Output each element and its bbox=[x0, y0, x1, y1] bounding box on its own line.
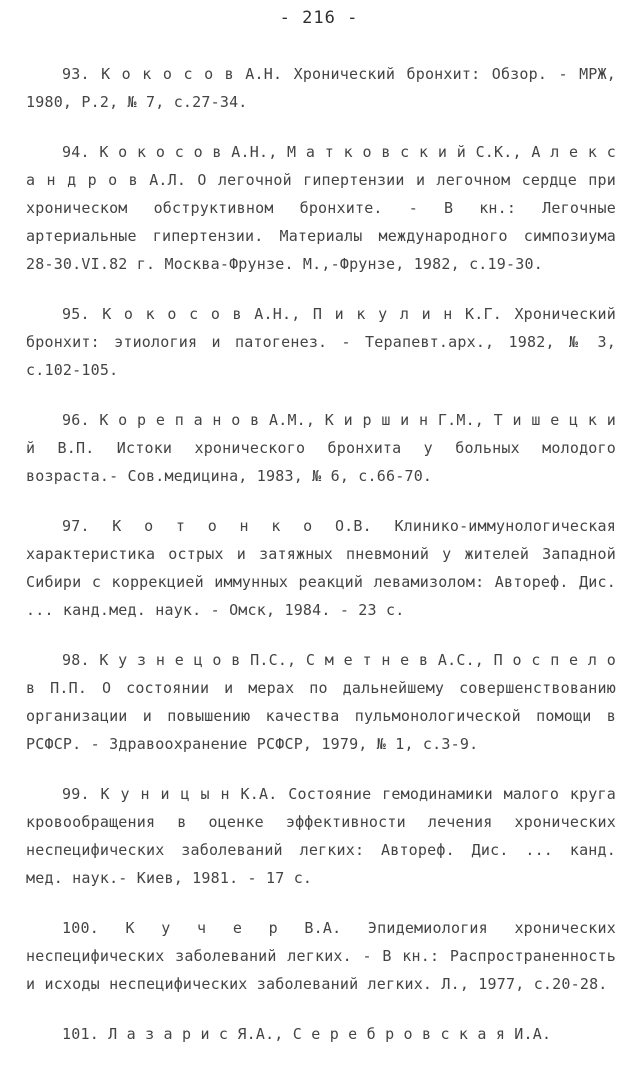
bibliography-entry: 96. К о р е п а н о в А.М., К и р ш и н Г.М., Т и ш е ц к и й В.П. Истоки хронического бронхита у больных молодого возраста.- Сов.медицина, 1983, № 6, с.66-70. bbox=[26, 411, 616, 485]
bibliography-entry: 97. К о т о н к о О.В. Клинико-иммунологическая характеристика острых и затяжных пневмоний у жителей Западной Сибири с коррекцией иммунных реакций левамизолом: Автореф. Дис. ... канд.мед. наук. - Омск, 1984. - 23 с. bbox=[26, 517, 616, 619]
bibliography-entry: 100. К у ч е р В.А. Эпидемиология хронических неспецифических заболеваний легких. - В кн.: Распространенность и исходы неспецифических заболеваний легких. Л., 1977, с.20-28. bbox=[26, 919, 616, 993]
bibliography-list bbox=[26, 60, 616, 1070]
bibliography-entry: 101. Л а з а р и с Я.А., С е р е б р о в с к а я И.А. bbox=[62, 1025, 552, 1043]
bibliography-entry: 94. К о к о с о в А.Н., М а т к о в с к и й С.К., А л е к с а н д р о в А.Л. О легочной гипертензии и легочном сердце при хроническом обструктивном бронхите. - В кн.: Легочные артериальные гипертензии. Материалы международного симпозиума 28-30.VI.82 г. Москва-Фрунзе. М.,-Фрунзе, 1982, с.19-30. bbox=[26, 143, 616, 273]
bibliography-entry: 93. К о к о с о в А.Н. Хронический бронхит: Обзор. - МРЖ, 1980, Р.2, № 7, с.27-34. bbox=[26, 65, 616, 111]
bibliography-entry: 95. К о к о с о в А.Н., П и к у л и н К.Г. Хронический бронхит: этиология и патогенез. - Терапевт.арх., 1982, № 3, с.102-105. bbox=[26, 305, 616, 379]
bibliography-entry: 98. К у з н е ц о в П.С., С м е т н е в А.С., П о с п е л о в П.П. О состоянии и мерах по дальнейшему совершенствованию организации и повышению качества пульмонологической помощи в РСФСР. - Здравоохранение РСФСР, 1979, № 1, с.3-9. bbox=[26, 651, 616, 753]
bibliography-entry: 99. К у н и ц ы н К.А. Состояние гемодинамики малого круга кровообращения в оценке эффективности лечения хронических неспецифических заболеваний легких: Автореф. Дис. ... канд. мед. наук.- Киев, 1981. - 17 с. bbox=[26, 785, 616, 887]
page-number: - 216 - bbox=[279, 8, 359, 28]
